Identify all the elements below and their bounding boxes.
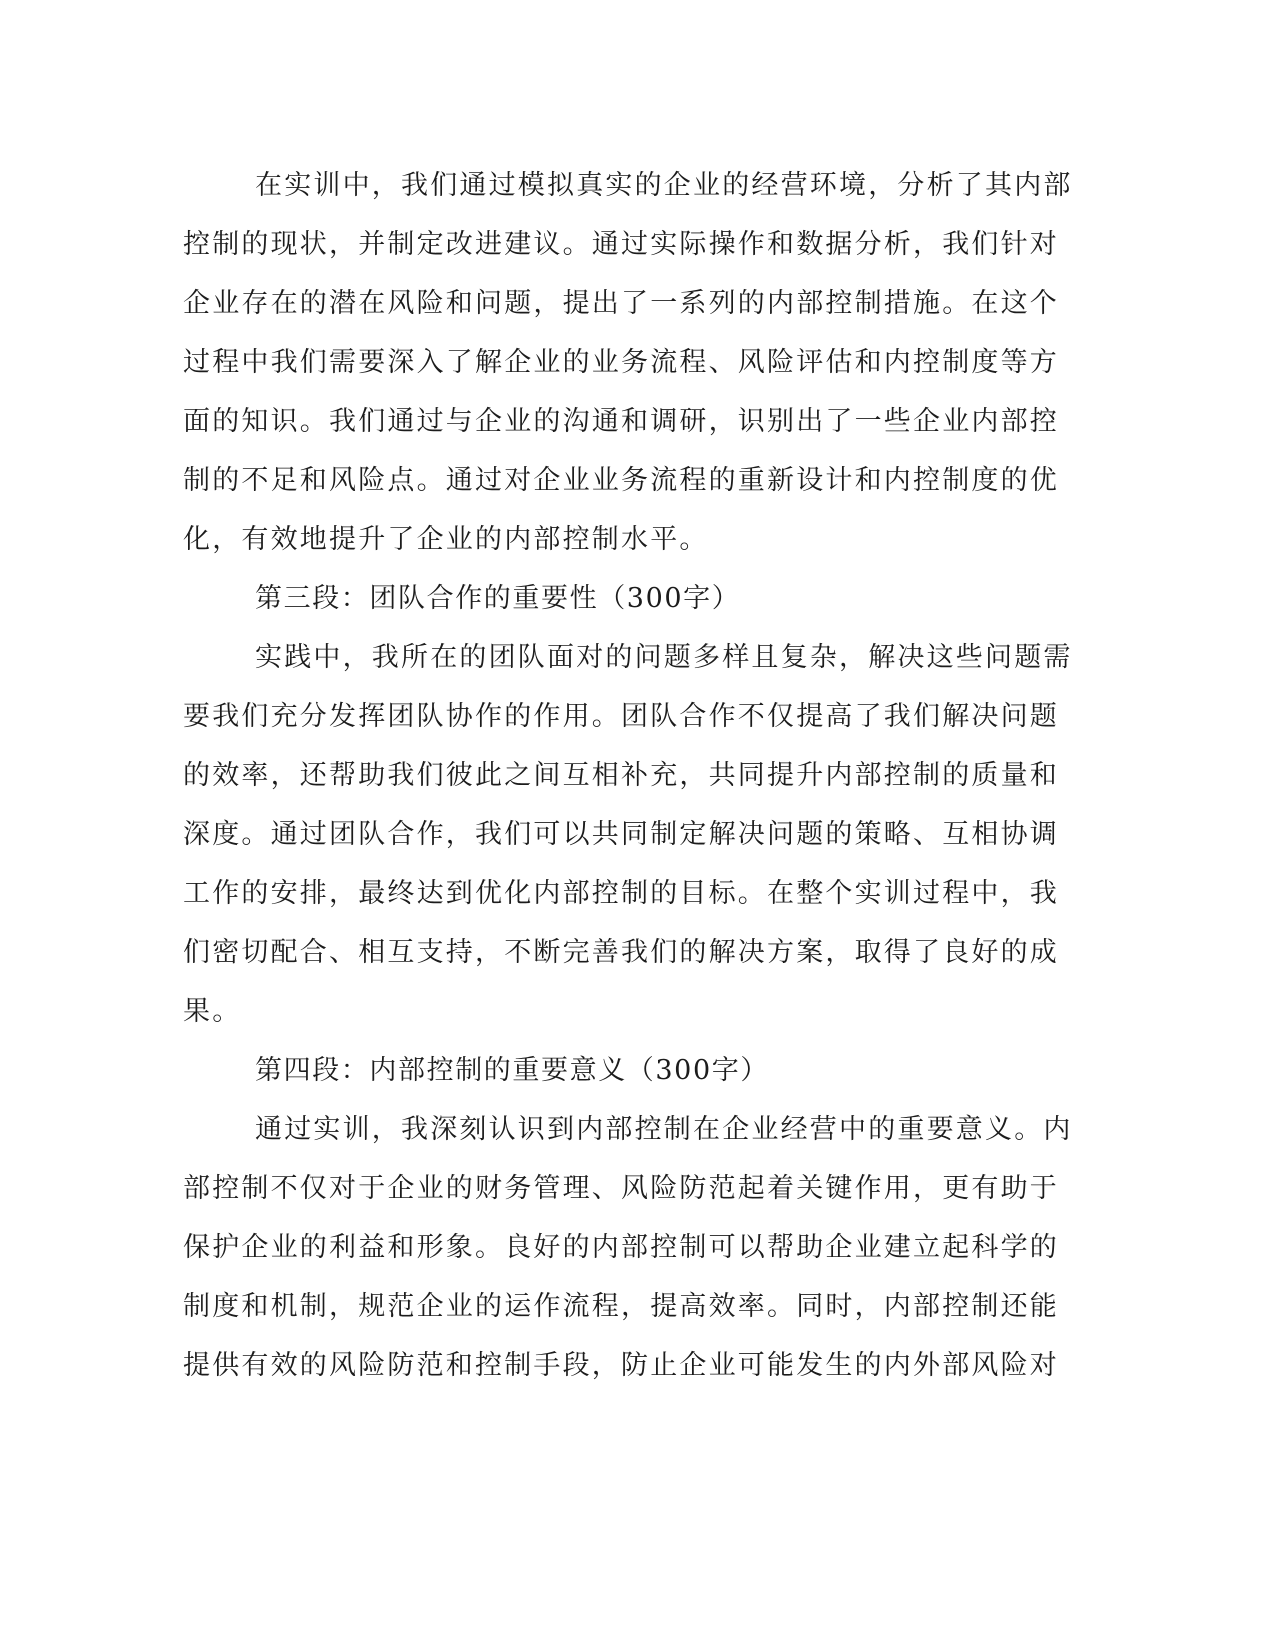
paragraph-line: 控制的现状，并制定改进建议。通过实际操作和数据分析，我们针对 [183,229,1059,260]
paragraph-line: 过程中我们需要深入了解企业的业务流程、风险评估和内控制度等方 [183,347,1059,378]
paragraph-line: 提供有效的风险防范和控制手段，防止企业可能发生的内外部风险对 [183,1350,1059,1381]
paragraph-line: 通过实训，我深刻认识到内部控制在企业经营中的重要意义。内 [255,1114,1073,1145]
paragraph-line: 在实训中，我们通过模拟真实的企业的经营环境，分析了其内部 [255,170,1073,201]
paragraph-line: 企业存在的潜在风险和问题，提出了一系列的内部控制措施。在这个 [183,288,1059,319]
paragraph-line: 部控制不仅对于企业的财务管理、风险防范起着关键作用，更有助于 [183,1173,1059,1204]
paragraph-line: 化，有效地提升了企业的内部控制水平。 [183,524,709,555]
paragraph-line: 们密切配合、相互支持，不断完善我们的解决方案，取得了良好的成 [183,937,1059,968]
paragraph-line: 制的不足和风险点。通过对企业业务流程的重新设计和内控制度的优 [183,465,1059,496]
paragraph-line: 面的知识。我们通过与企业的沟通和调研，识别出了一些企业内部控 [183,406,1059,437]
paragraph-line: 工作的安排，最终达到优化内部控制的目标。在整个实训过程中，我 [183,878,1059,909]
paragraph-line: 制度和机制，规范企业的运作流程，提高效率。同时，内部控制还能 [183,1291,1059,1322]
paragraph-line: 要我们充分发挥团队协作的作用。团队合作不仅提高了我们解决问题 [183,701,1059,732]
document-body [183,156,1073,1395]
paragraph-line: 的效率，还帮助我们彼此之间互相补充，共同提升内部控制的质量和 [183,760,1059,791]
paragraph-line: 果。 [183,996,242,1027]
paragraph-line: 深度。通过团队合作，我们可以共同制定解决问题的策略、互相协调 [183,819,1059,850]
paragraph-line: 保护企业的利益和形象。良好的内部控制可以帮助企业建立起科学的 [183,1232,1059,1263]
paragraph-line: 实践中，我所在的团队面对的问题多样且复杂，解决这些问题需 [255,642,1073,673]
section-heading: 第四段：内部控制的重要意义（300字） [255,1055,769,1086]
section-heading: 第三段：团队合作的重要性（300字） [255,583,741,614]
